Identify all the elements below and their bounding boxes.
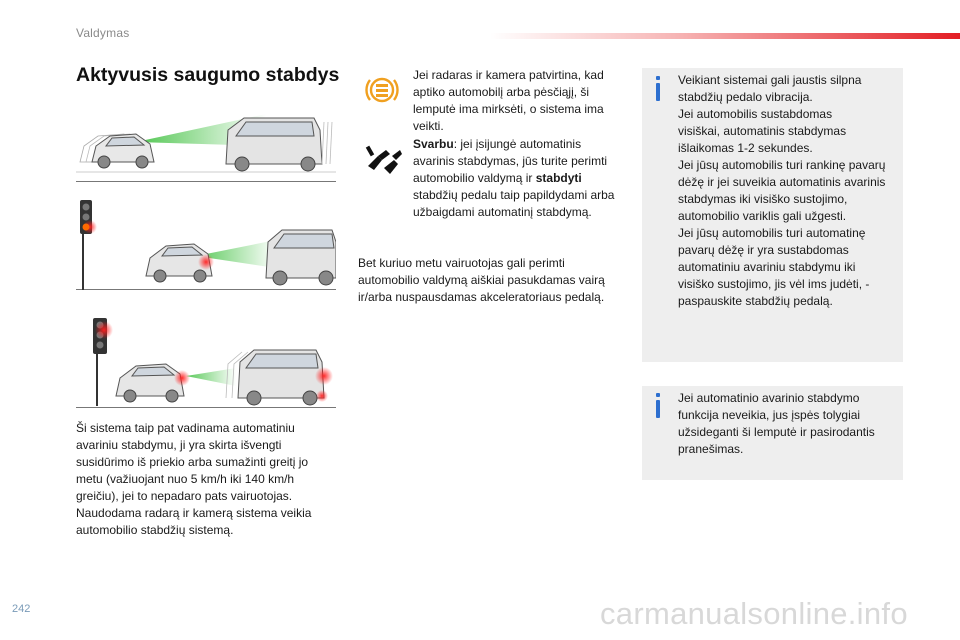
page-number: 242: [12, 603, 31, 615]
info-line: visiškai, automatinis stabdymas: [678, 124, 847, 138]
info-line: Jei jūsų automobilis turi rankinę pavarų: [678, 158, 886, 172]
info-line: Jei jūsų automobilis turi automatinę: [678, 226, 866, 240]
important-paragraph: [413, 136, 623, 221]
info-line: paspauskite stabdžių pedalą.: [678, 294, 833, 308]
info-line: stabdžių pedalo vibracija.: [678, 90, 813, 104]
important-text-b: stabdžių pedalu taip papildydami arba užbaigdami automatinį stabdymą.: [413, 188, 615, 219]
info-line: užsideganti ši lemputė ir pasirodantis: [678, 425, 875, 439]
info-line: Jei automobilis sustabdomas: [678, 107, 833, 121]
page-title: Aktyvusis saugumo stabdys: [76, 64, 340, 86]
header-accent-bar: [490, 33, 960, 39]
info-box-vibration: [642, 68, 903, 362]
section-header: Valdymas: [76, 26, 130, 40]
intro-paragraph: Ši sistema taip pat vadinama automatiniu avariniu stabdymu, ji yra skirta išvengti susidūrimo iš priekio arba sumažinti greitį jo metu (važiuojant nuo 5 km/h iki 140 km/h greičiu), jei to nepadaro pats vairuotojas. Naudodama radarą ir kamerą sistema veikia automobilio stabdžių sistemą.: [76, 421, 312, 537]
override-paragraph: Bet kuriuo metu vairuotojas gali perimti automobilio valdymą aiškiai pasukdamas vairą ir/arba nuspausdamas akceleratoriaus pedalą.: [358, 256, 605, 304]
info-line: pranešimas.: [678, 442, 744, 456]
illustration-radar-detection: [76, 100, 336, 182]
info-line: Veikiant sistemai gali jaustis silpna: [678, 73, 862, 87]
info-line: stabdymas iki visiško sustojimo,: [678, 192, 848, 206]
info-box-vibration-text: [678, 72, 903, 310]
important-text-a: : jei įsijungė automatinis avarinis stabdymas, jūs turite perimti automobilio valdymą ir: [413, 137, 608, 185]
info-line: automatiniu avariniu stabdymu iki: [678, 260, 856, 274]
info-line: išlaikomas 1-2 sekundes.: [678, 141, 813, 155]
info-box-malfunction: [642, 386, 903, 480]
info-line: automobilio variklis gali užgesti.: [678, 209, 847, 223]
info-box-malfunction-text: [678, 390, 903, 458]
info-line: funkcija neveikia, jus įspės tolygiai: [678, 408, 861, 422]
illustration-collision-warning: [76, 196, 336, 290]
driver-hands-icon: [364, 142, 404, 176]
info-line: Jei automatinio avarinio stabdymo: [678, 391, 860, 405]
info-icon: [656, 400, 660, 418]
watermark: carmanualsonline.info: [600, 596, 908, 631]
detection-paragraph: Jei radaras ir kamera patvirtina, kad aptiko automobilį arba pėsčiąjį, ši lemputė ima mirksėti, o sistema ima veikti.: [413, 68, 604, 133]
info-line: visiško sustojimo, jis vėl ims judėti, -: [678, 277, 870, 291]
info-line: pavarų dėžę ir yra sustabdomas: [678, 243, 849, 257]
info-icon: [656, 83, 660, 101]
illustration-automatic-braking: [76, 316, 336, 408]
important-label: Svarbu: [413, 137, 454, 151]
important-bold: stabdyti: [535, 171, 582, 185]
info-line: dėžę ir jei suveikia automatinis avarinis: [678, 175, 886, 189]
brake-alert-icon: [362, 70, 402, 110]
